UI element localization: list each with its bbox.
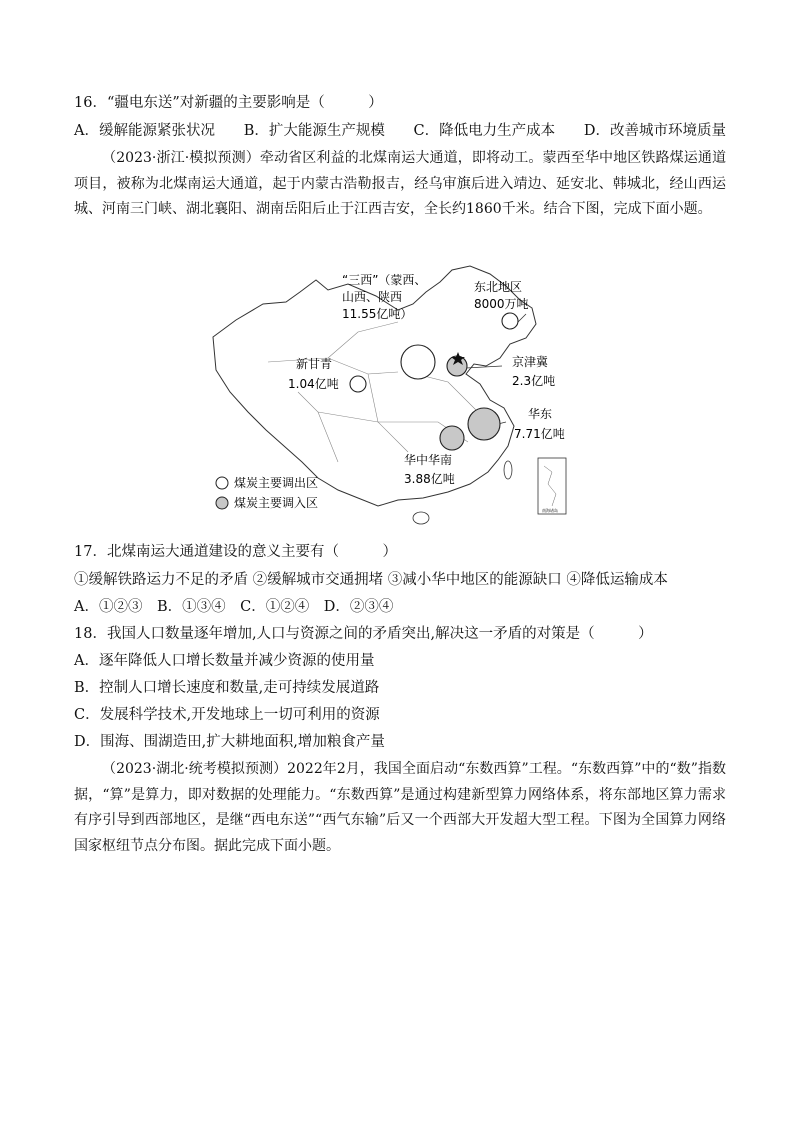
bubble-xinganqing	[350, 376, 366, 392]
label-huazhong-1: 华中华南	[404, 453, 453, 467]
q16-option-a: A．缓解能源紧张状况	[74, 123, 215, 139]
q16-option-c: C．降低电力生产成本	[413, 123, 556, 139]
passage-east-data-west-compute	[74, 757, 726, 859]
label-huazhong-2: 3.88亿吨	[404, 472, 455, 486]
arrow-northeast	[518, 314, 526, 322]
bubble-huazhong	[440, 426, 464, 450]
q16-option-d: D．改善城市环境质量	[583, 123, 726, 139]
question-17-options: A．①②③ B．①③④ C．①②④ D．②③④	[74, 599, 394, 615]
inset-label: 南海诸岛	[542, 508, 558, 513]
taiwan-island	[504, 461, 512, 479]
legend-out-swatch	[216, 477, 228, 489]
question-17-stem: 17．北煤南运大通道建设的意义主要有（ ）	[74, 544, 397, 560]
question-17-items: ①缓解铁路运力不足的矛盾 ②缓解城市交通拥堵 ③减小华中地区的能源缺口 ④降低运输成本	[74, 572, 668, 588]
q16-option-b: B．扩大能源生产规模	[243, 123, 385, 139]
q18-option-c: C．发展科学技术,开发地球上一切可利用的资源	[74, 707, 380, 723]
passage-east-data-west-compute-text: （2023·湖北·统考模拟预测）2022年2月，我国全面启动“东数西算”工程。“东数西算”中的“数”指数据，“算”是算力，即对数据的处理能力。“东数西算”是通过构建新型算力网络体系，将东部地区算力需求有序引导到西部地区，是继“西电东送”“西气东输”后又一个西部大开发超大型工程。下图为全国算力网络国家枢纽节点分布图。据此完成下面小题。	[74, 761, 726, 854]
label-jingjinji-2: 2.3亿吨	[512, 374, 556, 388]
label-huadong-1: 华东	[528, 407, 553, 421]
passage-coal-corridor-text: （2023·浙江·模拟预测）牵动省区利益的北煤南运大通道，即将动工。蒙西至华中地区铁路煤运通道项目，被称为北煤南运大通道，起于内蒙古浩勒报吉，经乌审旗后进入靖边、延安北、韩城北，经山西运城、河南三门峡、湖北襄阳、湖南岳阳后止于江西吉安，全长约1860千米。结合下图，完成下面小题。	[74, 150, 726, 217]
label-xinganqing-2: 1.04亿吨	[288, 377, 339, 391]
legend-in-label: 煤炭主要调入区	[234, 496, 319, 510]
legend-out-label: 煤炭主要调出区	[234, 476, 319, 490]
question-18-stem: 18．我国人口数量逐年增加,人口与资源之间的矛盾突出,解决这一矛盾的对策是（ ）	[74, 626, 653, 642]
label-xinganqing-1: 新甘青	[296, 357, 333, 371]
passage-coal-corridor	[74, 146, 726, 223]
label-sanxi-2: 山西、陕西	[342, 290, 403, 304]
label-sanxi-1: “三西”（蒙西、	[342, 273, 427, 287]
label-huadong-2: 7.71亿吨	[514, 427, 565, 441]
legend-in-swatch	[216, 497, 228, 509]
coal-transfer-map	[208, 262, 568, 540]
label-sanxi-3: 11.55亿吨）	[342, 307, 413, 321]
question-16-options	[74, 121, 726, 141]
q18-option-d: D．围海、围湖造田,扩大耕地面积,增加粮食产量	[74, 734, 385, 750]
bubble-sanxi	[401, 345, 435, 379]
q18-option-a: A．逐年降低人口增长数量并减少资源的使用量	[74, 653, 375, 669]
label-northeast-1: 东北地区	[474, 280, 523, 294]
label-jingjinji-1: 京津冀	[512, 355, 549, 369]
bubble-northeast	[502, 313, 518, 329]
bubble-huadong	[468, 408, 500, 440]
q18-option-b: B．控制人口增长速度和数量,走可持续发展道路	[74, 680, 380, 696]
question-16-stem: 16．“疆电东送”对新疆的主要影响是（ ）	[74, 95, 383, 111]
hainan-island	[413, 512, 429, 524]
label-northeast-2: 8000万吨	[474, 297, 529, 311]
